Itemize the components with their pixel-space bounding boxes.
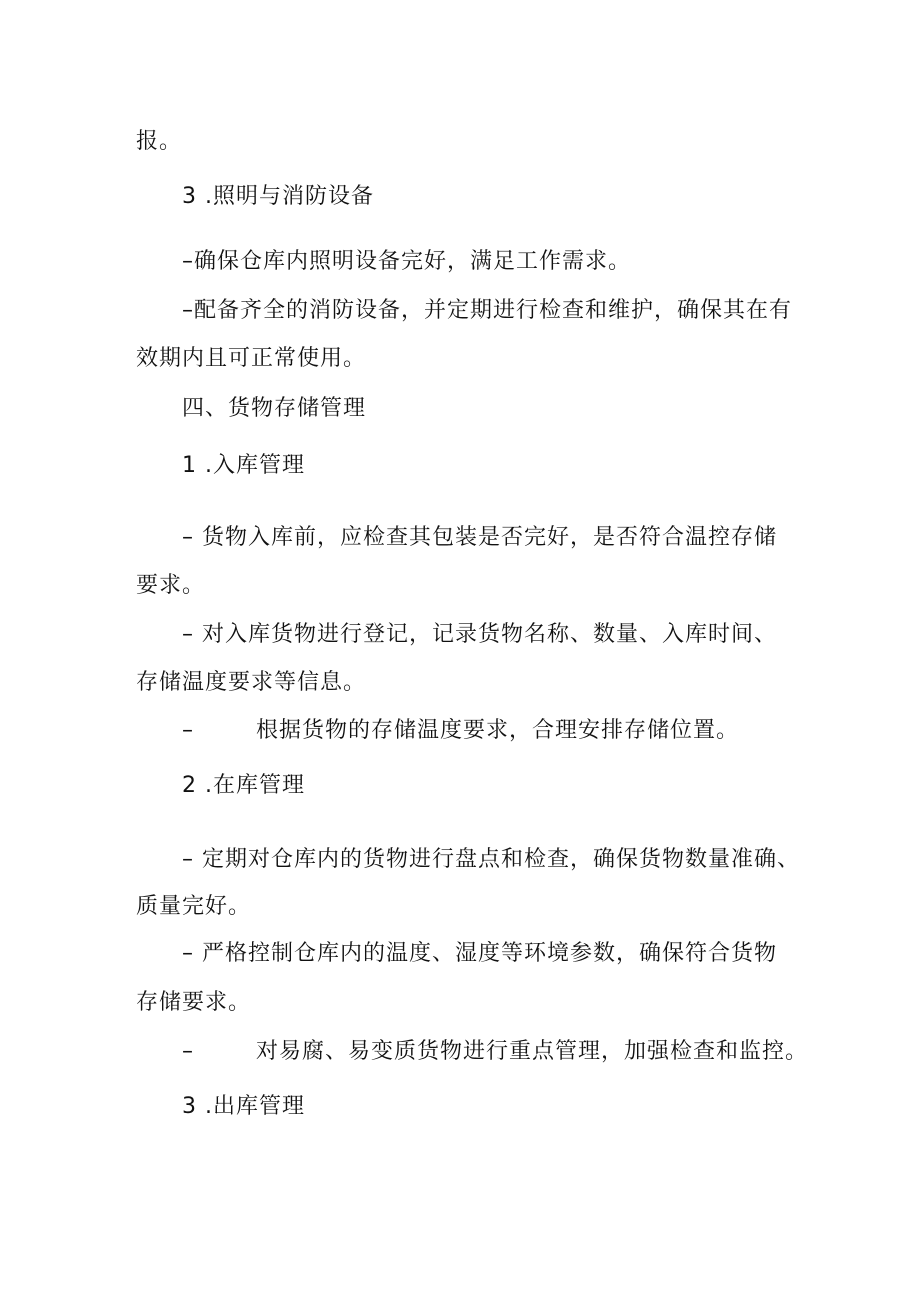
bullet-text: 根据货物的存储温度要求，合理安排存储位置。: [256, 718, 740, 743]
section-heading: 3 .照明与消防设备: [182, 184, 374, 209]
section-heading: 2 .在库管理: [182, 773, 305, 798]
paragraph-line: 报。: [136, 129, 183, 154]
bullet-line: – 严格控制仓库内的温度、湿度等环境参数，确保符合货物: [182, 941, 777, 966]
bullet-line: –确保仓库内照明设备完好，满足工作需求。: [182, 249, 632, 274]
paragraph-line: 存储温度要求等信息。: [136, 670, 367, 695]
bullet-line: [182, 1038, 808, 1066]
bullet-line: – 货物入库前，应检查其包装是否完好，是否符合温控存储: [182, 525, 777, 550]
bullet-dash: –: [182, 1039, 194, 1064]
section-heading: 3 .出库管理: [182, 1094, 305, 1119]
bullet-line: [182, 717, 739, 745]
section-heading: 1 .入库管理: [182, 453, 305, 478]
paragraph-line: 要求。: [136, 573, 206, 598]
bullet-line: – 对入库货物进行登记，记录货物名称、数量、入库时间、: [182, 622, 777, 647]
bullet-line: –配备齐全的消防设备，并定期进行检查和维护，确保其在有: [182, 298, 793, 323]
paragraph-line: 质量完好。: [136, 894, 252, 919]
bullet-dash: –: [182, 718, 194, 743]
bullet-text: 对易腐、易变质货物进行重点管理，加强检查和监控。: [256, 1039, 809, 1064]
paragraph-line: 存储要求。: [136, 990, 252, 1015]
paragraph-line: 效期内且可正常使用。: [136, 346, 367, 371]
bullet-line: – 定期对仓库内的货物进行盘点和检查，确保货物数量准确、: [182, 847, 800, 872]
chapter-heading: 四、货物存储管理: [182, 396, 367, 421]
